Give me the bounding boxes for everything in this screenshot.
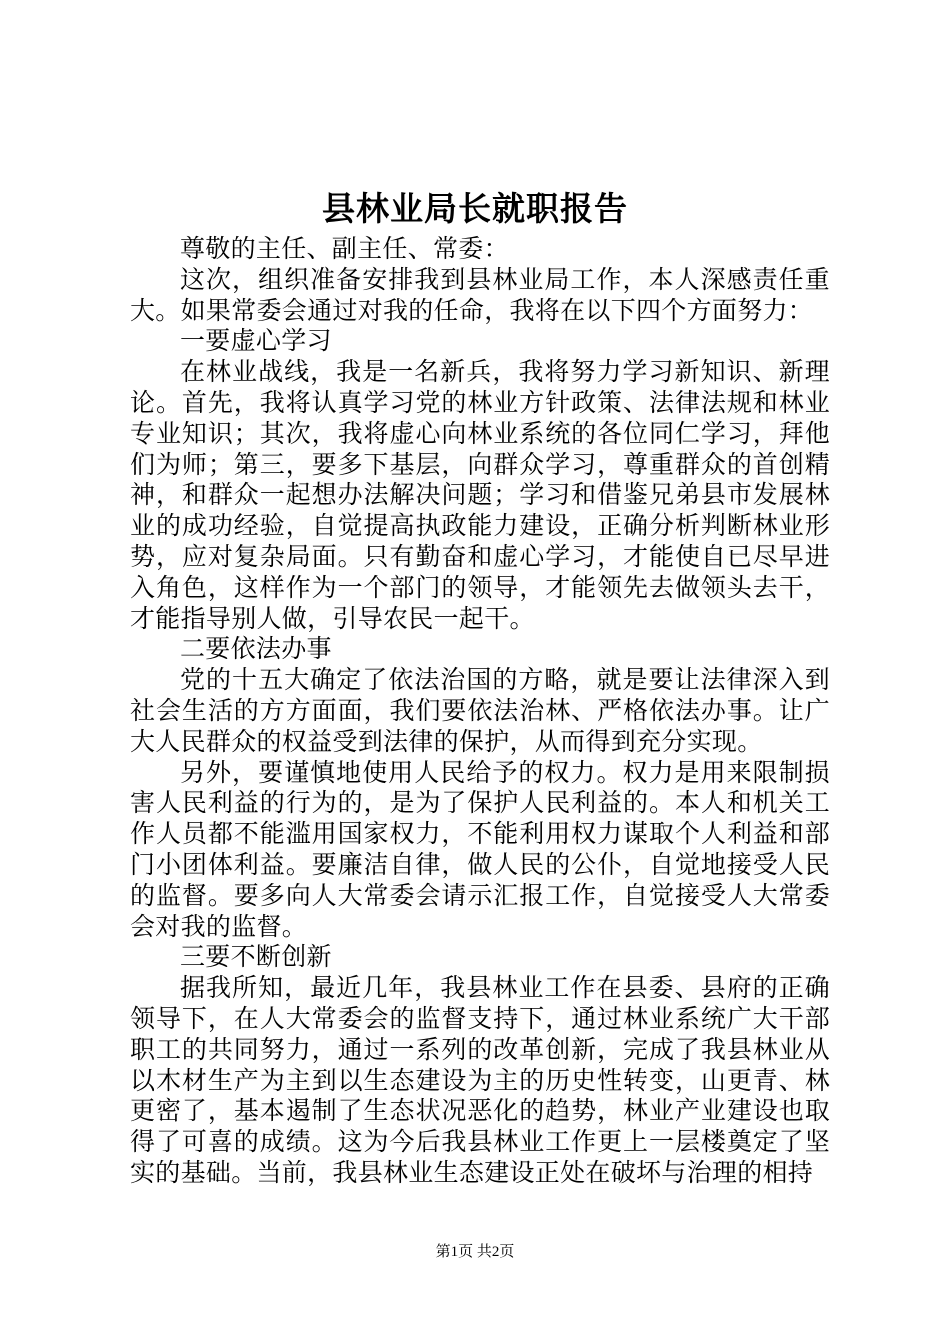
section-heading-law: 二要依法办事 bbox=[180, 634, 332, 664]
salutation: 尊敬的主任、副主任、常委： bbox=[180, 234, 509, 263]
paragraph-power: 另外，要谨慎地使用人民给予的权力。权力是用来限制损害人民利益的行为的，是为了保护人民利益的。本人和机关工作人员都不能滥用国家权力，不能利用权力谋取个人利益和部门小团体利益。要廉洁自律，做人民的公仆，自觉地接受人民的监督。要多向人大常委会请示汇报工作，自觉接受人大常委会对我的监督。 bbox=[130, 757, 830, 941]
document-title: 县林业局长就职报告 bbox=[322, 189, 628, 228]
paragraph-law: 党的十五大确定了依法治国的方略，就是要让法律深入到社会生活的方方面面，我们要依法治林、严格依法办事。让广大人民群众的权益受到法律的保护，从而得到充分实现。 bbox=[130, 665, 830, 756]
paragraph-study: 在林业战线，我是一名新兵，我将努力学习新知识、新理论。首先，我将认真学习党的林业方针政策、法律法规和林业专业知识；其次，我将虚心向林业系统的各位同仁学习，拜他们为师；第三，要多下基层，向群众学习，尊重群众的首创精神，和群众一起想办法解决问题；学习和借鉴兄弟县市发展林业的成功经验，自觉提高执政能力建设，正确分析判断林业形势，应对复杂局面。只有勤奋和虚心学习，才能使自已尽早进入角色，这样作为一个部门的领导，才能领先去做领头去干，才能指导别人做，引导农民一起干。 bbox=[130, 357, 830, 633]
section-heading-innovation: 三要不断创新 bbox=[180, 942, 332, 972]
section-heading-study: 一要虚心学习 bbox=[180, 326, 332, 356]
document-body bbox=[130, 234, 830, 1189]
paragraph-innovation: 据我所知，最近几年，我县林业工作在县委、县府的正确领导下，在人大常委会的监督支持下，通过林业系统广大干部职工的共同努力，通过一系列的改革创新，完成了我县林业从以木材生产为主到以生态建设为主的历史性转变，山更青、林更密了，基本遏制了生态状况恶化的趋势，林业产业建设也取得了可喜的成绩。这为今后我县林业工作更上一层楼奠定了坚实的基础。当前，我县林业生态建设正处在破坏与治理的相持 bbox=[130, 973, 830, 1187]
intro-paragraph: 这次，组织准备安排我到县林业局工作，本人深感责任重大。如果常委会通过对我的任命，我将在以下四个方面努力： bbox=[130, 264, 830, 325]
page-footer: 第1页 共2页 bbox=[435, 1244, 515, 1260]
